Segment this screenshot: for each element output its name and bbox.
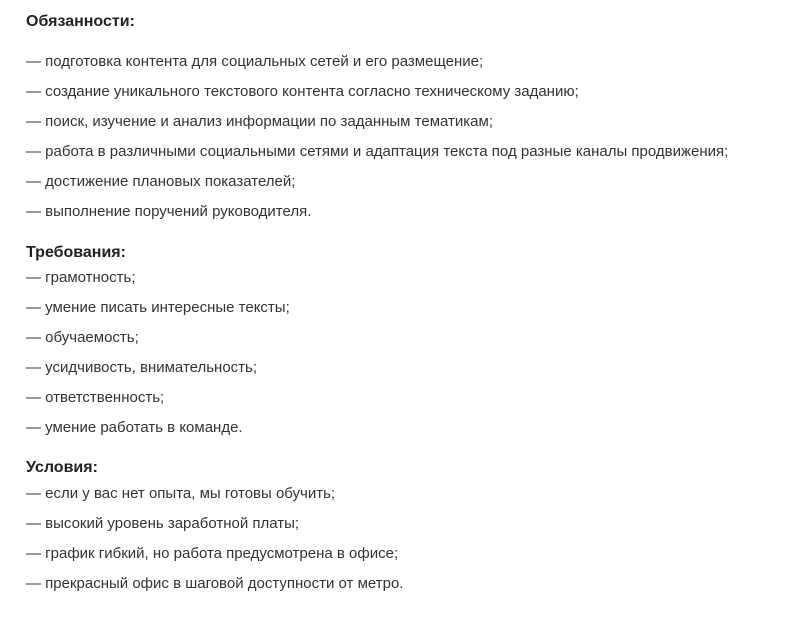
list-item: — выполнение поручений руководителя. [26, 203, 312, 220]
list-item: — поиск, изучение и анализ информации по заданным тематикам; [26, 113, 493, 130]
requirements-list [26, 268, 290, 448]
list-item: — достижение плановых показателей; [26, 173, 296, 190]
list-item: — прекрасный офис в шаговой доступности от метро. [26, 575, 404, 592]
list-item: — график гибкий, но работа предусмотрена в офисе; [26, 545, 399, 562]
requirements-heading: Требования: [26, 244, 126, 261]
list-item: — умение писать интересные тексты; [26, 299, 290, 316]
list-item: — если у вас нет опыта, мы готовы обучить; [26, 485, 336, 502]
conditions-list [26, 484, 403, 604]
list-item: — подготовка контента для социальных сетей и его размещение; [26, 53, 484, 70]
list-item: — обучаемость; [26, 329, 139, 346]
list-item: — работа в различными социальными сетями и адаптация текста под разные каналы продвижения; [26, 143, 729, 160]
list-item: — грамотность; [26, 269, 136, 286]
duties-heading: Обязанности: [26, 13, 135, 30]
list-item: — высокий уровень заработной платы; [26, 515, 300, 532]
list-item: — умение работать в команде. [26, 419, 243, 436]
list-item: — усидчивость, внимательность; [26, 359, 258, 376]
duties-list [26, 52, 728, 232]
list-item: — ответственность; [26, 389, 165, 406]
list-item: — создание уникального текстового контента согласно техническому заданию; [26, 83, 579, 100]
conditions-heading: Условия: [26, 459, 98, 476]
